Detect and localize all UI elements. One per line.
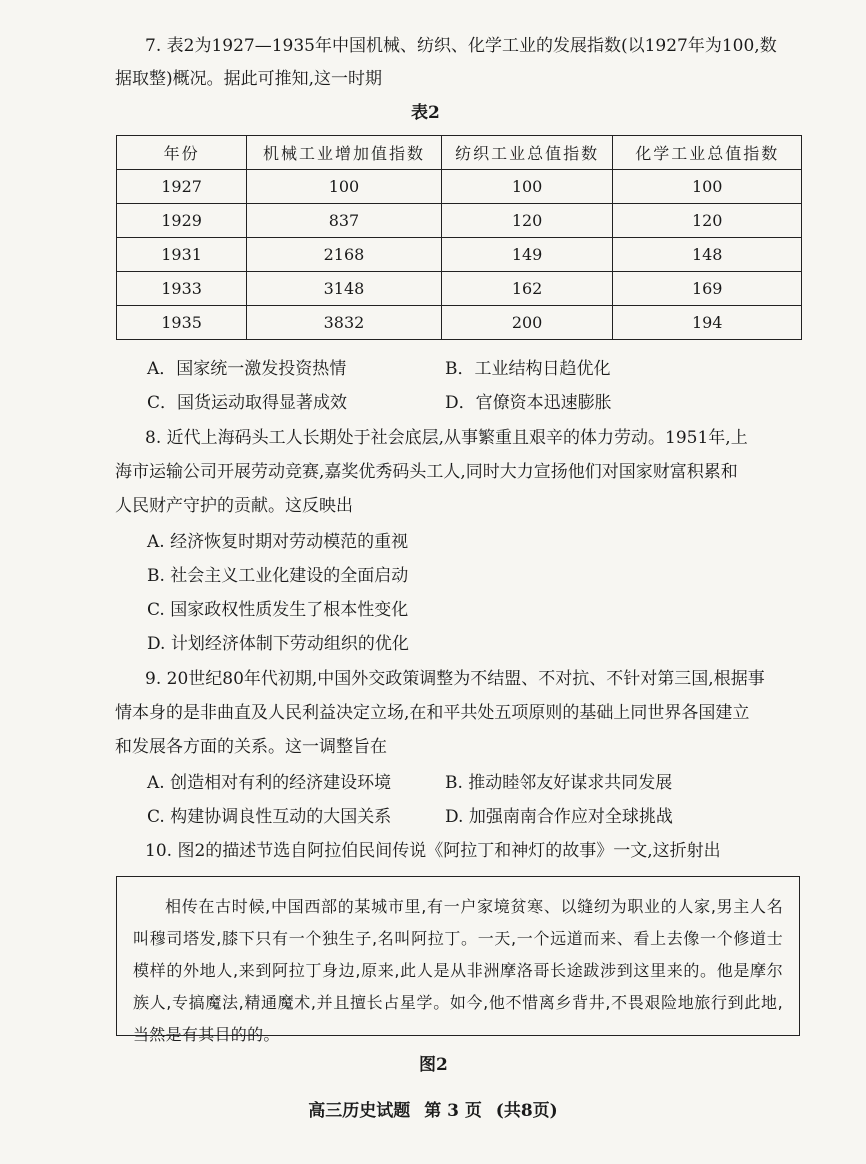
table-cell: 1929 — [117, 204, 247, 238]
q9-stem-line3: 和发展各方面的关系。这一调整旨在 — [115, 737, 387, 757]
q9-stem-line2: 情本身的是非曲直及人民利益决定立场,在和平共处五项原则的基础上同世界各国建立 — [115, 703, 750, 723]
footer-page-number: 第 3 页 — [424, 1101, 482, 1121]
q7-option-b: B．工业结构日趋优化 — [445, 359, 611, 379]
table-row — [117, 272, 802, 306]
table-cell: 169 — [613, 272, 802, 306]
table-cell: 837 — [247, 204, 442, 238]
table-cell: 100 — [247, 170, 442, 204]
table-row — [117, 238, 802, 272]
table-cell: 100 — [613, 170, 802, 204]
table-cell: 3148 — [247, 272, 442, 306]
table-row — [117, 204, 802, 238]
q7-option-c: C．国货运动取得显著成效 — [147, 393, 348, 413]
q9-stem-line1: 9. 20世纪80年代初期,中国外交政策调整为不结盟、不对抗、不针对第三国,根据事 — [145, 669, 765, 689]
q8-stem-line1: 8. 近代上海码头工人长期处于社会底层,从事繁重且艰辛的体力劳动。1951年,上 — [145, 428, 748, 448]
table-cell: 200 — [441, 306, 613, 340]
table-cell: 1931 — [117, 238, 247, 272]
table-cell: 148 — [613, 238, 802, 272]
table-cell: 120 — [613, 204, 802, 238]
q7-stem-line2: 据取整)概况。据此可推知,这一时期 — [115, 69, 383, 89]
table-row — [117, 170, 802, 204]
q9-option-d: D. 加强南南合作应对全球挑战 — [445, 807, 673, 827]
table-cell: 100 — [441, 170, 613, 204]
table-header-cell: 机械工业增加值指数 — [247, 136, 442, 170]
table-header-row — [117, 136, 802, 170]
table-cell: 194 — [613, 306, 802, 340]
figure-caption: 图2 — [419, 1055, 448, 1075]
table-header-cell: 化学工业总值指数 — [613, 136, 802, 170]
table-cell: 120 — [441, 204, 613, 238]
table-caption: 表2 — [411, 103, 440, 123]
excerpt-text: 相传在古时候,中国西部的某城市里,有一户家境贫寒、以缝纫为职业的人家,男主人名叫穆司塔发,膝下只有一个独生子,名叫阿拉丁。一天,一个远道而来、看上去像一个修道士模样的外地人,来到阿拉丁身边,原来,此人是从非洲摩洛哥长途跋涉到这里来的。他是摩尔族人,专搞魔法,精通魔术,并且擅长占星学。如今,他不惜离乡背井,不畏艰险地旅行到此地,当然是有其目的的。 — [133, 897, 783, 1044]
footer-title: 高三历史试题 — [308, 1101, 411, 1121]
q7-stem-line1: 7. 表2为1927—1935年中国机械、纺织、化学工业的发展指数(以1927年为100,数 — [145, 36, 777, 56]
page-footer — [0, 1096, 866, 1121]
table-cell: 3832 — [247, 306, 442, 340]
table-cell: 162 — [441, 272, 613, 306]
q9-option-b: B. 推动睦邻友好谋求共同发展 — [445, 773, 673, 793]
q8-option-a: A. 经济恢复时期对劳动模范的重视 — [147, 532, 409, 552]
q8-stem-line3: 人民财产守护的贡献。这反映出 — [115, 496, 353, 516]
table-cell: 149 — [441, 238, 613, 272]
table-cell: 2168 — [247, 238, 442, 272]
q8-option-d: D. 计划经济体制下劳动组织的优化 — [147, 634, 409, 654]
q9-option-a: A. 创造相对有利的经济建设环境 — [147, 773, 392, 793]
q7-option-a: A．国家统一激发投资热情 — [147, 359, 347, 379]
table-header-cell: 年份 — [117, 136, 247, 170]
table-header-cell: 纺织工业总值指数 — [441, 136, 613, 170]
q7-data-table — [116, 135, 802, 340]
table-row — [117, 306, 802, 340]
q7-option-d: D．官僚资本迅速膨胀 — [445, 393, 612, 413]
table-cell: 1927 — [117, 170, 247, 204]
footer-total-pages: (共8页) — [495, 1101, 558, 1121]
table-cell: 1933 — [117, 272, 247, 306]
q8-option-c: C. 国家政权性质发生了根本性变化 — [147, 600, 409, 620]
q10-stem-line1: 10. 图2的描述节选自阿拉伯民间传说《阿拉丁和神灯的故事》一文,这折射出 — [145, 841, 721, 861]
figure2-excerpt-box — [116, 876, 800, 1044]
q9-option-c: C. 构建协调良性互动的大国关系 — [147, 807, 392, 827]
q8-option-b: B. 社会主义工业化建设的全面启动 — [147, 566, 409, 586]
q8-stem-line2: 海市运输公司开展劳动竞赛,嘉奖优秀码头工人,同时大力宣扬他们对国家财富积累和 — [115, 462, 738, 482]
table-cell: 1935 — [117, 306, 247, 340]
